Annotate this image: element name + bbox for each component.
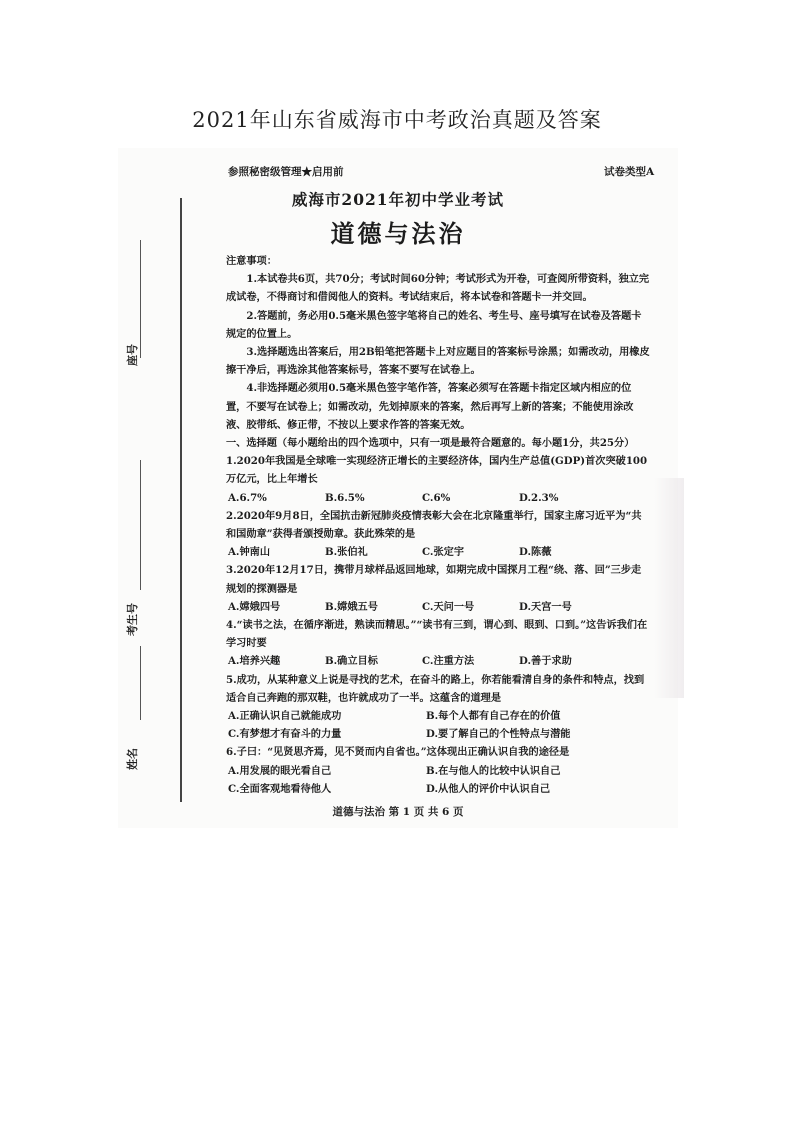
- option: B.在与他人的比较中认识自己: [426, 764, 561, 777]
- question-options: [226, 543, 650, 561]
- option: C.6%: [422, 491, 451, 504]
- section-heading: 一、选择题（每小题给出的四个选项中，只有一项是最符合题意的。每小题1分，共25分）: [226, 437, 635, 450]
- question-options: [226, 707, 650, 743]
- name-blank-line: [140, 646, 141, 720]
- option: C.张定宇: [422, 546, 465, 559]
- question-options: [226, 489, 650, 507]
- seat-blank-line: [140, 240, 141, 358]
- question-stem: 2.2020年9月8日，全国抗击新冠肺炎疫情表彰大会在北京隆重举行，国家主席习近平为“共和国勋章”获得者颁授勋章。获此殊荣的是: [226, 509, 642, 541]
- exam-no-label: 考生号: [126, 603, 139, 636]
- option: A.正确认识自己就能成功: [228, 710, 342, 723]
- option: A.钟南山: [228, 546, 271, 559]
- option: B.嫦娥五号: [325, 600, 378, 613]
- option: C.注重方法: [422, 655, 475, 668]
- question-options: [226, 762, 650, 798]
- option: C.全面客观地看待他人: [228, 782, 332, 795]
- option: A.培养兴趣: [228, 655, 281, 668]
- option: B.确立目标: [325, 655, 378, 668]
- option: D.要了解自己的个性特点与潜能: [426, 728, 571, 741]
- notes-heading: 注意事项：: [226, 255, 277, 267]
- exam-content: [226, 252, 650, 798]
- option: C.天问一号: [422, 600, 475, 613]
- question-stem: 1.2020年我国是全球唯一实现经济正增长的主要经济体，国内生产总值(GDP)首次突破100万亿元，比上年增长: [226, 455, 648, 486]
- option: D.陈薇: [519, 546, 552, 559]
- option: C.有梦想才有奋斗的力量: [228, 728, 342, 741]
- option: B.张伯礼: [325, 546, 368, 559]
- name-label: 姓名: [126, 748, 139, 770]
- question-stem: 3.2020年12月17日，携带月球样品返回地球，如期完成中国探月工程“绕、落、回”三步走规划的探测器是: [226, 564, 642, 595]
- option: D.善于求助: [519, 655, 572, 668]
- note-item: 4.非选择题必须用0.5毫米黑色签字笔作答，答案必须写在答题卡指定区域内相应的位置，不要写在试卷上；如需改动，先划掉原来的答案，然后再写上新的答案；不能使用涂改液、胶带纸、修正带，不按以上要求作答的答案无效。: [226, 382, 634, 431]
- scanned-exam-page: [118, 148, 678, 828]
- option: B.6.5%: [325, 491, 365, 504]
- option: D.从他人的评价中认识自己: [426, 782, 551, 795]
- paper-type-label: 试卷类型A: [604, 166, 655, 178]
- option: D.2.3%: [519, 491, 559, 504]
- page-footer: 道德与法治 第 1 页 共 6 页: [332, 806, 464, 818]
- option: A.6.7%: [228, 491, 267, 504]
- exam-no-blank-line: [140, 460, 141, 590]
- question-stem: 4.“读书之法，在循序渐进，熟读而精思。”“读书有三到，谓心到、眼到、口到。”这告诉我们在学习时要: [226, 619, 648, 650]
- document-title: 2021年山东省威海市中考政治真题及答案: [192, 108, 602, 132]
- question-options: [226, 652, 650, 670]
- option: D.天宫一号: [519, 600, 572, 613]
- question-stem: 6.子曰：“见贤思齐焉，见不贤而内自省也。”这体现出正确认识自我的途径是: [226, 746, 570, 759]
- note-item: 1.本试卷共6页，共70分；考试时间60分钟；考试形式为开卷，可查阅所带资料，独立完成试卷，不得商讨和借阅他人的资料。考试结束后，将本试卷和答题卡一并交回。: [226, 273, 650, 304]
- subject-title: 道德与法治: [330, 219, 466, 248]
- option: A.嫦娥四号: [228, 600, 281, 613]
- question-stem: 5.成功，从某种意义上说是寻找的艺术，在奋斗的路上，你若能看清自身的条件和特点，找到适合自己奔跑的那双鞋，也许就成功了一半。这蕴含的道理是: [226, 673, 645, 704]
- confidential-label: 参照秘密级管理★启用前: [228, 166, 344, 178]
- binding-line: [180, 198, 182, 802]
- note-item: 3.选择题选出答案后，用2B铅笔把答题卡上对应题目的答案标号涂黑；如需改动，用橡皮擦干净后，再选涂其他答案标号，答案不要写在试卷上。: [226, 346, 650, 377]
- exam-name: 威海市2021年初中学业考试: [291, 190, 505, 209]
- note-item: 2.答题前，务必用0.5毫米黑色签字笔将自己的姓名、考生号、座号填写在试卷及答题卡规定的位置上。: [226, 309, 642, 340]
- seat-label: 座号: [126, 344, 139, 366]
- question-options: [226, 598, 650, 616]
- option: B.每个人都有自己存在的价值: [426, 710, 561, 723]
- option: A.用发展的眼光看自己: [228, 764, 332, 777]
